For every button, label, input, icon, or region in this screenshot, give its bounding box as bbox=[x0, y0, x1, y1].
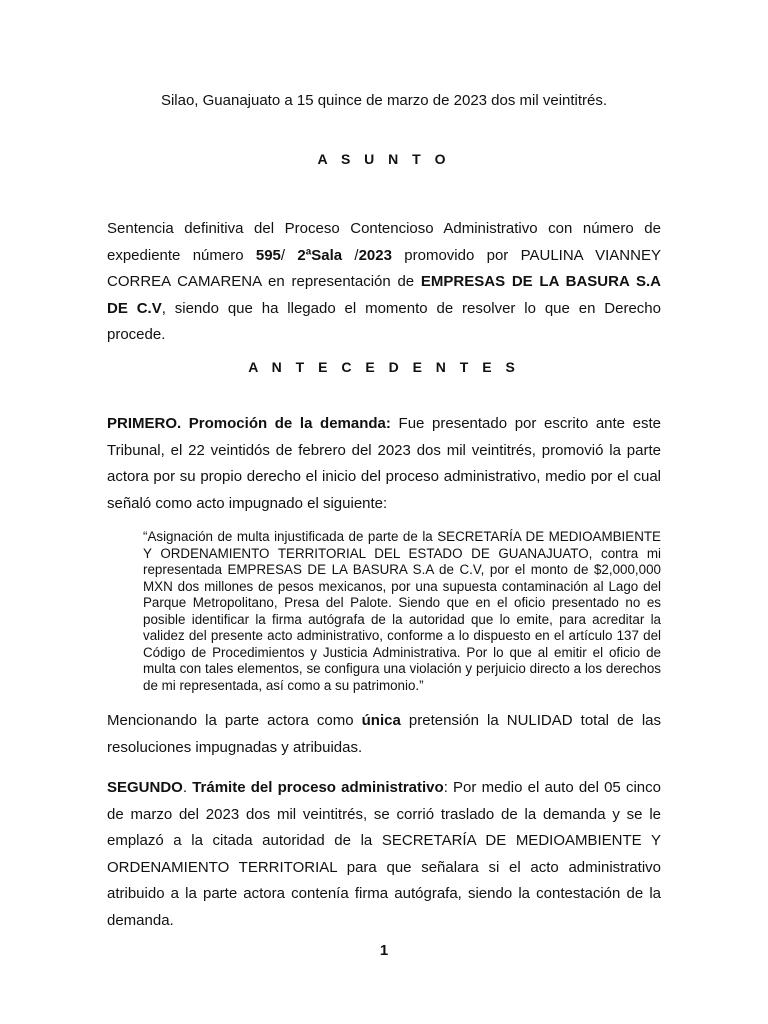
mencionando-text-1: Mencionando la parte actora como bbox=[107, 712, 362, 729]
date-line: Silao, Guanajuato a 15 quince de marzo de 2023 dos mil veintitrés. bbox=[160, 92, 608, 109]
asunto-text-5: , siendo que ha llegado el momento de resolver lo que en Derecho procede. bbox=[107, 299, 661, 343]
segundo-separator: . bbox=[182, 779, 193, 796]
segundo-label: SEGUNDO bbox=[107, 779, 183, 796]
primero-paragraph bbox=[107, 411, 661, 517]
primero-text: Fue presentado por escrito ante este Tribunal, el 22 veintidós de febrero del 2023 dos mil veintitrés, promovió la parte actora por su propio derecho el inicio del proceso administrativo, medio por el cual señaló como acto impugnado el siguiente: bbox=[107, 415, 661, 512]
company-name: EMPRESAS DE LA BASURA S.A DE C.V bbox=[107, 273, 661, 317]
segundo-title: Trámite del proceso administrativo bbox=[192, 779, 444, 796]
segundo-paragraph bbox=[107, 775, 661, 934]
page-number: 1 bbox=[379, 942, 389, 959]
acto-impugnado-quote: “Asignación de multa injustificada de parte de la SECRETARÍA DE MEDIOAMBIENTE Y ORDENAMIENTO TERRITORIAL DEL ESTADO DE GUANAJUATO, contra mi representada EMPRESAS DE LA BASURA S.A de C.V, por el monto de $2,000,000 MXN dos millones de pesos mexicanos, por una supuesta contaminación al Lago del Parque Metropolitano, Presa del Palote. Siendo que en el oficio presentado no es posible identificar la firma autógrafa de la autoridad que lo emite, para acreditar la validez del presente acto administrativo, conforme a lo dispuesto en el artículo 137 del Código de Procedimientos y Justicia Administrativa. Por lo que al emitir el oficio de multa con tales elementos, se configura una violación y perjuicio directo a los derechos de mi representada, así como a su patrimonio.” bbox=[143, 529, 661, 693]
asunto-text-3: / bbox=[342, 246, 359, 264]
antecedentes-heading: A N T E C E D E N T E S bbox=[248, 359, 520, 375]
asunto-heading: A S U N T O bbox=[317, 151, 451, 167]
expediente-sala: 2ªSala bbox=[297, 246, 343, 264]
asunto-text-4: promovido por PAULINA VIANNEY CORREA CAMARENA en representación de bbox=[107, 246, 661, 290]
mencionando-paragraph bbox=[107, 708, 661, 761]
expediente-year: 2023 bbox=[358, 246, 392, 264]
segundo-text: : Por medio el auto del 05 cinco de marzo del 2023 dos mil veintitrés, se corrió traslado de la demanda y se le emplazó a la citada autoridad de la SECRETARÍA DE MEDIOAMBIENTE Y ORDENAMIENTO TERRITORIAL para que señalara si el acto administrativo atribuido a la parte actora contenía firma autógrafa, siendo la contestación de la demanda. bbox=[107, 779, 661, 929]
mencionando-bold: única bbox=[361, 712, 401, 729]
mencionando-text-2: pretensión la NULIDAD total de las resoluciones impugnadas y atribuidas. bbox=[107, 712, 661, 756]
asunto-text-2: / bbox=[280, 246, 298, 264]
primero-label: PRIMERO. Promoción de la demanda: bbox=[107, 415, 391, 432]
asunto-text-1: Sentencia definitiva del Proceso Contencioso Administrativo con número de expediente número bbox=[107, 220, 661, 264]
asunto-paragraph bbox=[107, 216, 661, 349]
expediente-number: 595 bbox=[255, 246, 281, 264]
